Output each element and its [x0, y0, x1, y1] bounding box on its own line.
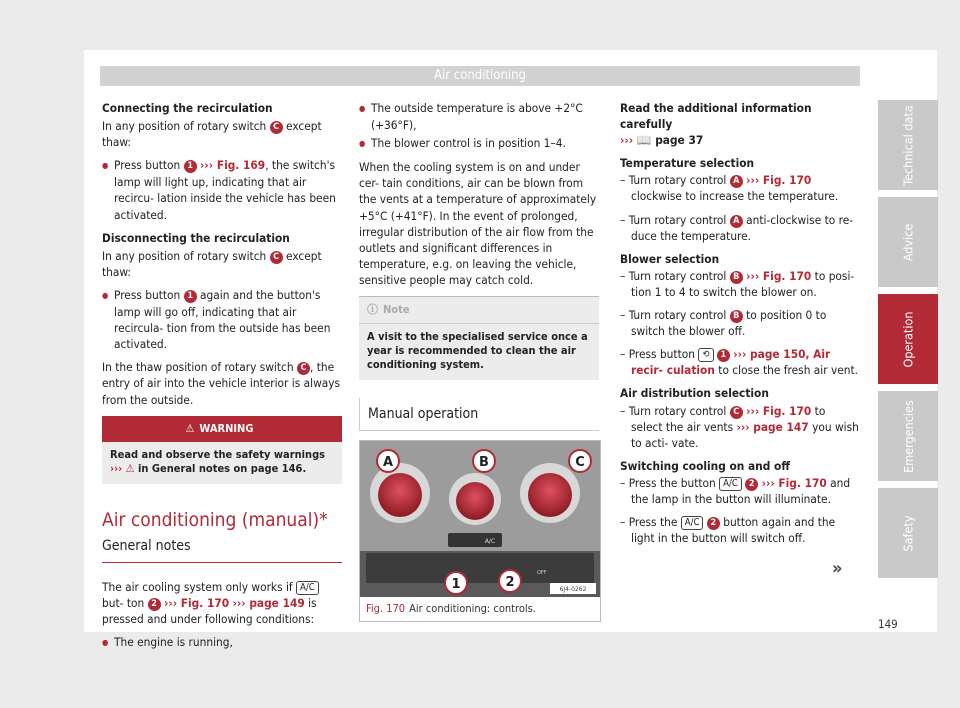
- chapter-tabs: [878, 100, 938, 585]
- fig-code: 6J4-0262: [559, 586, 587, 594]
- badge-1: 1: [717, 349, 730, 362]
- badge-1: 1: [184, 160, 197, 173]
- dial-a: [378, 473, 422, 517]
- heading-read-more: Read the additional information carefully ››› 📖 page 37: [620, 101, 812, 148]
- tab-advice[interactable]: Advice: [878, 197, 938, 287]
- fig-link[interactable]: ››› Fig. 170: [746, 403, 812, 418]
- fig-link[interactable]: ››› Fig. 170: [746, 173, 812, 188]
- fig-link[interactable]: ››› Fig. 170: [746, 268, 812, 283]
- step-cooling-on: – Press the button A/C 2 ››› Fig. 170 and the lamp in the button will illuminate.: [620, 475, 851, 506]
- fig-link[interactable]: ››› Fig. 170: [761, 475, 827, 490]
- lower-strip: [366, 553, 594, 583]
- badge-C: C: [270, 121, 283, 134]
- step-blower-on: – Turn rotary control B ››› Fig. 170 to posi- tion 1 to 4 to switch the blower on.: [620, 268, 855, 299]
- para-disconnect: In any position of rotary switch C except thaw:: [102, 248, 322, 279]
- badge-C: C: [730, 406, 743, 419]
- heading-connect-recirc: Connecting the recirculation: [102, 101, 273, 115]
- heading-air-distribution: Air distribution selection: [620, 386, 769, 401]
- page-number: 149: [878, 617, 898, 631]
- fig-link[interactable]: ››› Fig. 170: [163, 595, 230, 610]
- para-cooling: The air cooling system only works if A/C but- ton 2 ››› Fig. 170 ››› page 149 is pressed and under following conditions:: [102, 579, 342, 627]
- heading-disconnect-recirc: Disconnecting the recirculation: [102, 230, 290, 245]
- heading-manual-operation: Manual operation: [359, 398, 599, 431]
- badge-2: 2: [745, 478, 758, 491]
- column-1: [102, 100, 342, 658]
- tab-safety[interactable]: Safety: [878, 488, 938, 578]
- figure-170: [359, 440, 601, 622]
- step-recirc-button: – Press button ⟲ 1 ››› page 150, Air recir- culation to close the fresh air vent.: [620, 347, 859, 378]
- note-box: [359, 296, 599, 380]
- heading-blower: Blower selection: [620, 251, 720, 266]
- heading-temperature: Temperature selection: [620, 156, 755, 171]
- heading-cooling: Switching cooling on and off: [620, 458, 790, 473]
- recirc-key-icon: ⟲: [698, 348, 713, 362]
- badge-B: B: [730, 271, 743, 284]
- note-header: ⓘ Note: [359, 297, 599, 324]
- badge-C: C: [297, 362, 310, 375]
- section-title: Air conditioning (manual)*: [102, 508, 328, 531]
- ac-key: A/C: [296, 581, 319, 595]
- step-cooling-off: – Press the A/C 2 button again and the light in the button will switch off.: [620, 515, 836, 546]
- column-2: [359, 100, 599, 622]
- continued-icon: »: [832, 558, 843, 579]
- fig-link[interactable]: ››› Fig. 169: [200, 158, 266, 173]
- step-blower-off: – Turn rotary control B to position 0 to switch the blower off.: [620, 308, 827, 339]
- label-A: A: [382, 455, 394, 471]
- label-B: B: [479, 455, 489, 471]
- warning-icon: ⚠: [185, 421, 195, 435]
- badge-1: 1: [184, 290, 197, 303]
- info-icon: ⓘ: [367, 303, 378, 317]
- note-text: A visit to the specialised service once a year is recommended to clean the air conditioning system.: [367, 330, 588, 372]
- tab-emergencies[interactable]: Emergencies: [878, 391, 938, 481]
- subsection-general-notes: General notes: [102, 538, 342, 563]
- tab-operation[interactable]: Operation: [878, 294, 938, 384]
- tab-technical-data[interactable]: Technical data: [878, 100, 938, 190]
- badge-A: A: [730, 175, 743, 188]
- label-2: 2: [505, 575, 515, 591]
- warning-box: [102, 416, 342, 484]
- bullet-engine: ● The engine is running,: [102, 634, 342, 651]
- para-connect: In any position of rotary switch C except thaw:: [102, 119, 322, 150]
- dial-c: [528, 473, 572, 517]
- page-link[interactable]: ››› page 147: [736, 419, 809, 434]
- badge-2: 2: [148, 598, 161, 611]
- dial-b: [456, 482, 494, 520]
- para-thaw: In the thaw position of rotary switch C , the entry of air into the vehicle interior is always from the outside.: [102, 360, 341, 407]
- chapter-banner: Air conditioning: [100, 66, 860, 86]
- ac-key: A/C: [719, 477, 742, 491]
- warning-text: Read and observe the safety warnings ››› ⚠ in General notes on page 146.: [110, 447, 326, 475]
- ac-controls-image: [360, 441, 600, 597]
- badge-B: B: [730, 310, 743, 323]
- figure-caption: Fig. 170 Air conditioning: controls.: [366, 602, 536, 616]
- off-label: OFF: [537, 570, 547, 577]
- badge-A: A: [730, 215, 743, 228]
- page-link[interactable]: ››› page 150, Air recir- culation: [631, 347, 831, 378]
- label-1: 1: [451, 577, 461, 593]
- step-temp-anticlockwise: – Turn rotary control A anti-clockwise to re- duce the temperature.: [620, 212, 854, 243]
- bullet-outside-temp: ● The outside temperature is above +2°C (+36°F),: [359, 100, 599, 133]
- para-cooling-system: When the cooling system is on and under cer- tain conditions, air can be blown from the vents at a temperature of approximately +5°C (+41°F). In the event of prolonged, irregular distribution of the air flow from the outlets and significant differences in temperature, e.g. on leaving the vehicle, sensitive people may catch cold.: [359, 160, 597, 287]
- ac-key: A/C: [681, 516, 704, 530]
- bullet-press-again: ● Press button 1 again and the button's lamp will go off, indicating that air recircula- tion from the outside has been activated.: [102, 287, 342, 352]
- label-C: C: [575, 455, 585, 471]
- bullet-press-1: ● Press button 1 ››› Fig. 169, the switch's lamp will light up, indicating that air recircu- lation inside the vehicle has been activated.: [102, 157, 342, 222]
- bullet-blower: ● The blower control is in position 1–4.: [359, 135, 599, 152]
- badge-2: 2: [707, 517, 720, 530]
- page-link[interactable]: ››› page 149: [232, 595, 305, 610]
- warning-header: ⚠ WARNING: [102, 416, 342, 442]
- step-temp-clockwise: – Turn rotary control A ››› Fig. 170 clockwise to increase the temperature.: [620, 173, 839, 204]
- column-3: [620, 100, 860, 553]
- step-distribution: – Turn rotary control C ››› Fig. 170 to select the air vents ››› page 147 you wish to acti- vate.: [620, 403, 859, 450]
- badge-C: C: [270, 251, 283, 264]
- ac-button: A/C: [484, 538, 496, 546]
